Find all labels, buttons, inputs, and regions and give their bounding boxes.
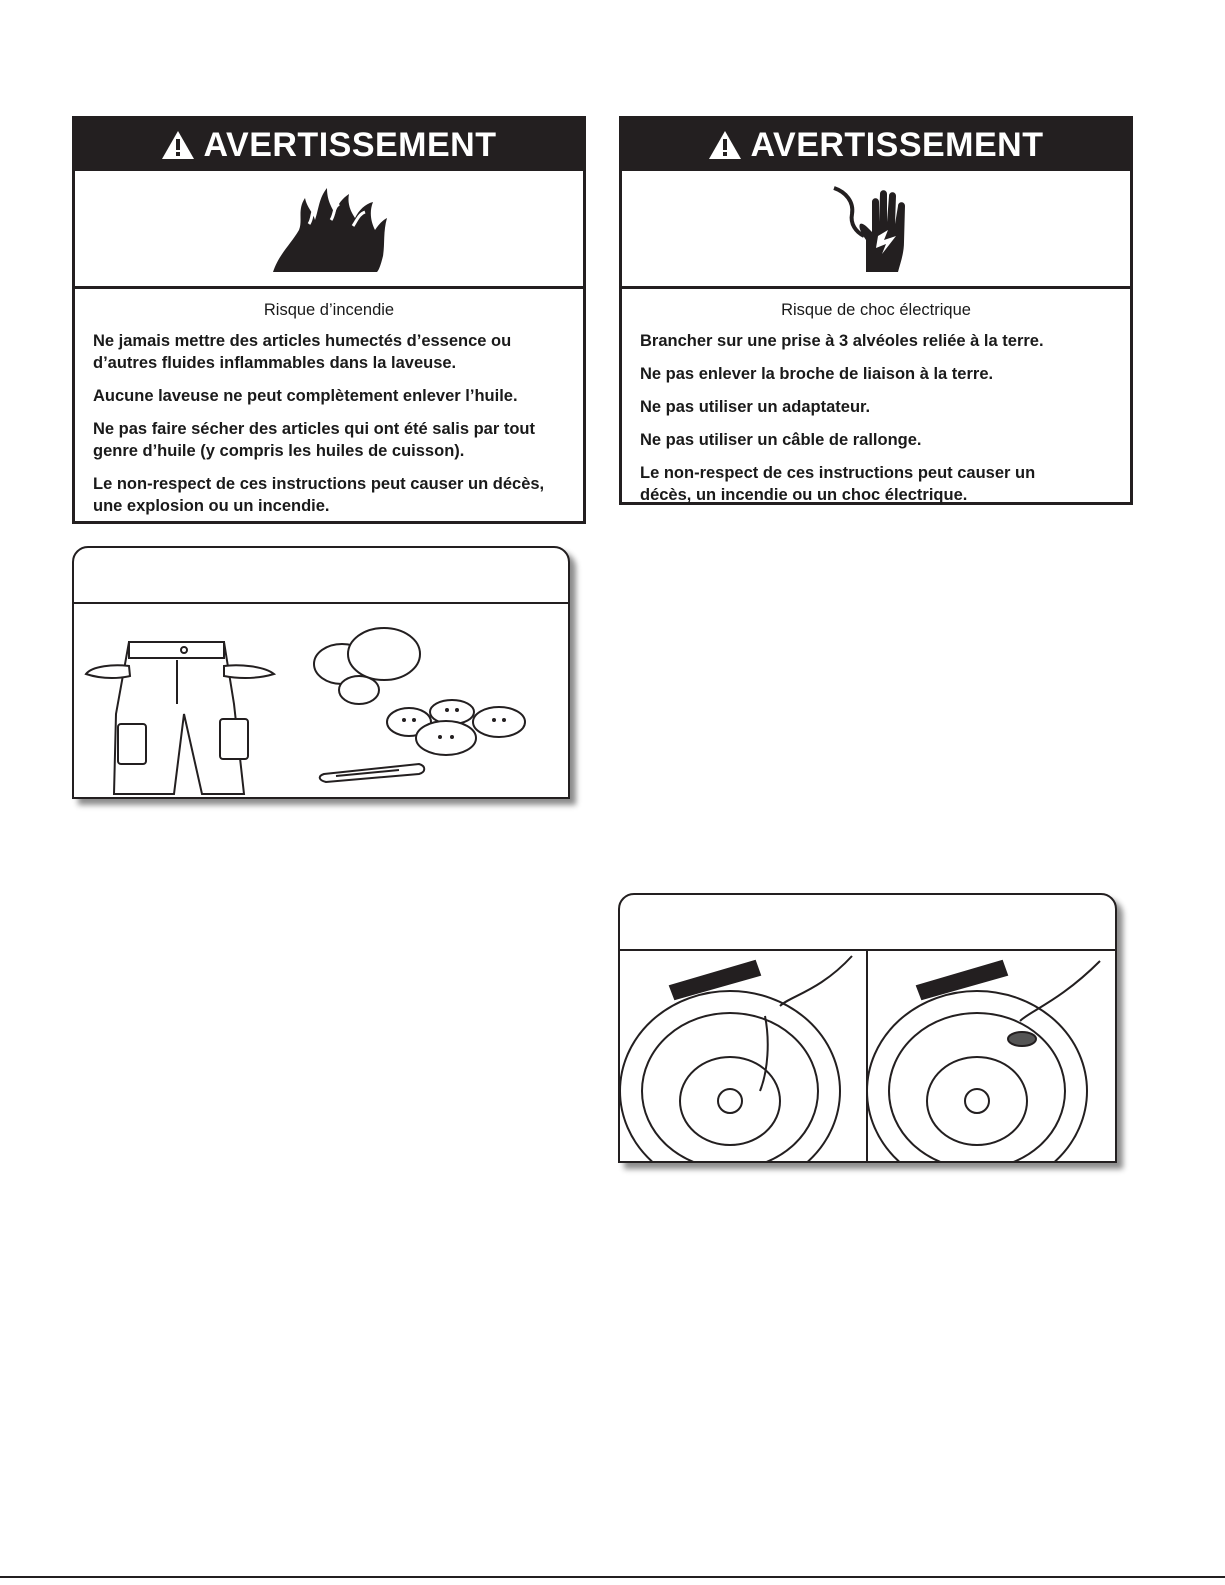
warning-title: AVERTISSEMENT — [750, 125, 1044, 164]
warning-triangle-icon — [708, 130, 742, 160]
washer-drum-adding-detergent-illustration — [620, 951, 1115, 1163]
warning-body — [622, 289, 1130, 525]
panel-header-strip — [620, 895, 1115, 951]
warning-line: Le non-respect de ces instructions peut causer un décès, une explosion ou un incendie. — [93, 475, 545, 515]
washer-illustration-panel — [618, 893, 1117, 1163]
shock-warning-box — [619, 116, 1133, 505]
warning-line: Ne jamais mettre des articles humectés d’essence ou d’autres fluides inflammables dans la laveuse. — [93, 332, 512, 372]
warning-subtitle: Risque d’incendie — [263, 301, 395, 319]
warning-line: Ne pas utiliser un câble de rallonge. — [640, 431, 922, 449]
warning-icon-area — [75, 171, 583, 289]
warning-line: Ne pas utiliser un adaptateur. — [640, 398, 871, 416]
warning-title: AVERTISSEMENT — [203, 125, 497, 164]
warning-icon-area — [622, 171, 1130, 289]
warning-line: Ne pas faire sécher des articles qui ont été salis par tout genre d’huile (y compris les huiles de cuisson). — [93, 420, 535, 460]
warning-line: Le non-respect de ces instructions peut causer un décès, un incendie ou un choc électrique. — [640, 464, 1036, 504]
warning-triangle-icon — [161, 130, 195, 160]
warning-line: Ne pas enlever la broche de liaison à la terre. — [640, 365, 994, 383]
warning-line: Aucune laveuse ne peut complètement enlever l’huile. — [93, 387, 518, 405]
pockets-illustration-panel — [72, 546, 570, 799]
warning-line: Brancher sur une prise à 3 alvéoles reliée à la terre. — [640, 332, 1044, 350]
empty-pockets-coins-buttons-pins-illustration — [74, 604, 568, 799]
warning-body — [75, 289, 583, 536]
warning-header — [75, 119, 583, 171]
warning-subtitle: Risque de choc électrique — [781, 301, 971, 319]
panel-header-strip — [74, 548, 568, 604]
electric-shock-hand-icon — [826, 184, 926, 274]
fire-warning-box — [72, 116, 586, 524]
warning-header — [622, 119, 1130, 171]
fire-icon — [269, 184, 389, 274]
page-bottom-rule — [0, 1576, 1225, 1578]
